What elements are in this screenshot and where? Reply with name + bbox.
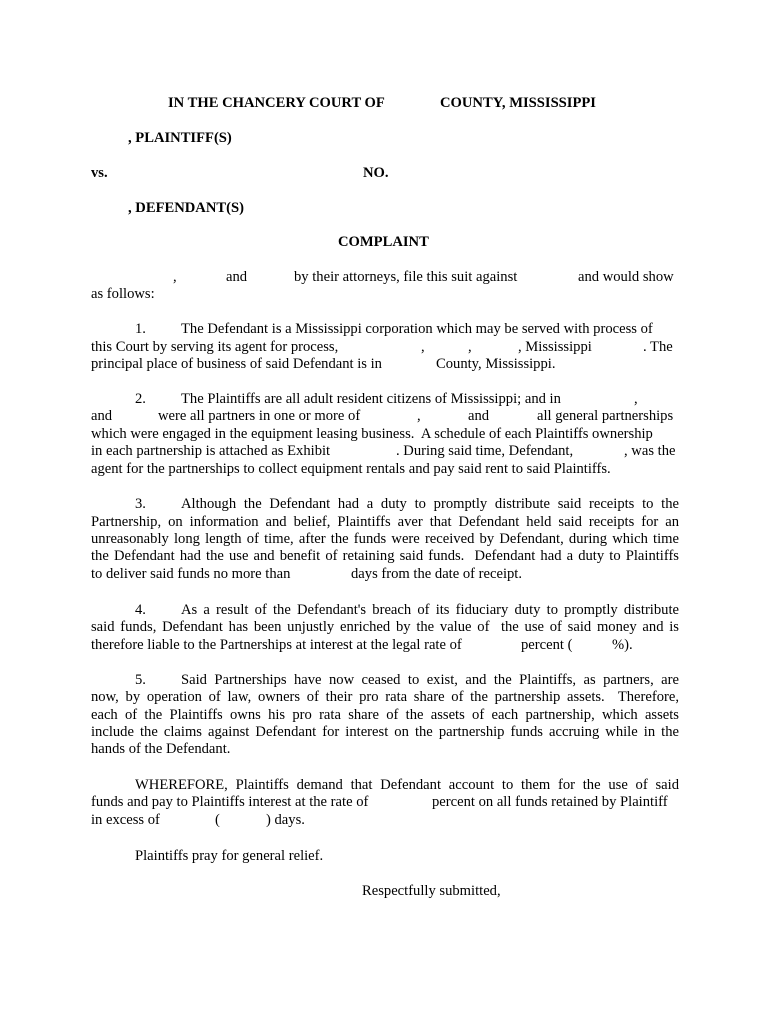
paragraph-text: and xyxy=(91,408,113,424)
paragraph-text: The Defendant is a Mississippi corporation which may be served with process of xyxy=(181,321,653,337)
paragraph-number: 4. xyxy=(135,602,146,618)
defendant-label: , DEFENDANT(S) xyxy=(128,200,244,216)
paragraph-text: and xyxy=(468,408,490,424)
closing-text: Respectfully submitted, xyxy=(362,883,501,899)
paragraph-text: therefore liable to the Partnerships at interest at the legal rate of xyxy=(91,637,462,653)
paragraph-number: 5. xyxy=(135,672,146,688)
paragraph-text: , xyxy=(421,339,425,355)
paragraph-number: 2. xyxy=(135,391,146,407)
intro-text: as follows: xyxy=(91,286,155,302)
wherefore-text: WHEREFORE, Plaintiffs demand that Defendant account to them for the use of said xyxy=(135,777,679,793)
paragraph-text: percent ( xyxy=(521,637,573,653)
case-number-label: NO. xyxy=(363,165,389,181)
intro-text: , xyxy=(173,269,177,285)
paragraph-text: were all partners in one or more of xyxy=(158,408,361,424)
paragraph-text: which were engaged in the equipment leasing business. A schedule of each Plaintiffs ownership xyxy=(91,426,653,442)
court-heading-left: IN THE CHANCERY COURT OF xyxy=(168,95,385,111)
paragraph-text: As a result of the Defendant's breach of its fiduciary duty to promptly distribute xyxy=(181,602,679,618)
paragraph-text: Partnership, on information and belief, Plaintiffs aver that Defendant held said receipts for an xyxy=(91,514,679,530)
wherefore-text: funds and pay to Plaintiffs interest at the rate of xyxy=(91,794,369,810)
paragraph-text: County, Mississippi. xyxy=(436,356,556,372)
paragraph-text: . During said time, Defendant, xyxy=(396,443,574,459)
wherefore-text: percent on all funds retained by Plaintiff xyxy=(432,794,668,810)
paragraph-text: in each partnership is attached as Exhibit xyxy=(91,443,331,459)
paragraph-text: each of the Plaintiffs owns his pro rata share of the assets of each partnership, which assets xyxy=(91,707,679,723)
paragraph-text: Said Partnerships have now ceased to exist, and the Plaintiffs, as partners, are xyxy=(181,672,679,688)
paragraph-text: all general partnerships xyxy=(537,408,674,424)
plaintiff-label: , PLAINTIFF(S) xyxy=(128,130,232,146)
paragraph-number: 1. xyxy=(135,321,146,337)
paragraph-text: agent for the partnerships to collect equipment rentals and pay said rent to said Plaintiffs. xyxy=(91,461,611,477)
court-heading-right: COUNTY, MISSISSIPPI xyxy=(440,95,596,111)
paragraph-text: unreasonably long length of time, after the funds were received by Defendant, during which time xyxy=(91,531,679,547)
paragraph-text: said funds, Defendant has been unjustly enriched by the value of the use of said money and is xyxy=(91,619,679,635)
paragraph-text: include the claims against Defendant for interest on the partnership funds accruing while in the xyxy=(91,724,679,740)
paragraph-text: , Mississippi xyxy=(518,339,592,355)
paragraph-text: days from the date of receipt. xyxy=(351,566,522,582)
paragraph-text: this Court by serving its agent for process, xyxy=(91,339,339,355)
paragraph-text: , was the xyxy=(624,443,676,459)
intro-text: by their attorneys, file this suit against xyxy=(294,269,518,285)
intro-text: and would show xyxy=(578,269,674,285)
intro-text: and xyxy=(226,269,248,285)
paragraph-text: , xyxy=(634,391,638,407)
paragraph-text: the Defendant had the use and benefit of retaining said funds. Defendant had a duty to Plaintiffs xyxy=(91,548,679,564)
paragraph-text: %). xyxy=(612,637,633,653)
document-title: COMPLAINT xyxy=(338,234,429,250)
wherefore-text: ) days. xyxy=(266,812,305,828)
paragraph-number: 3. xyxy=(135,496,146,512)
paragraph-text: now, by operation of law, owners of their pro rata share of the partnership assets. Therefore, xyxy=(91,689,679,705)
relief-text: Plaintiffs pray for general relief. xyxy=(135,848,324,864)
paragraph-text: . The xyxy=(643,339,673,355)
paragraph-text: , xyxy=(417,408,421,424)
paragraph-text: hands of the Defendant. xyxy=(91,741,231,757)
paragraph-text: principal place of business of said Defendant is in xyxy=(91,356,382,372)
wherefore-text: in excess of xyxy=(91,812,160,828)
versus-label: vs. xyxy=(91,165,108,181)
paragraph-text: Although the Defendant had a duty to promptly distribute said receipts to the xyxy=(181,496,679,512)
paragraph-text: to deliver said funds no more than xyxy=(91,566,291,582)
paragraph-text: , xyxy=(468,339,472,355)
wherefore-text: ( xyxy=(215,812,220,828)
paragraph-text: The Plaintiffs are all adult resident citizens of Mississippi; and in xyxy=(181,391,561,407)
